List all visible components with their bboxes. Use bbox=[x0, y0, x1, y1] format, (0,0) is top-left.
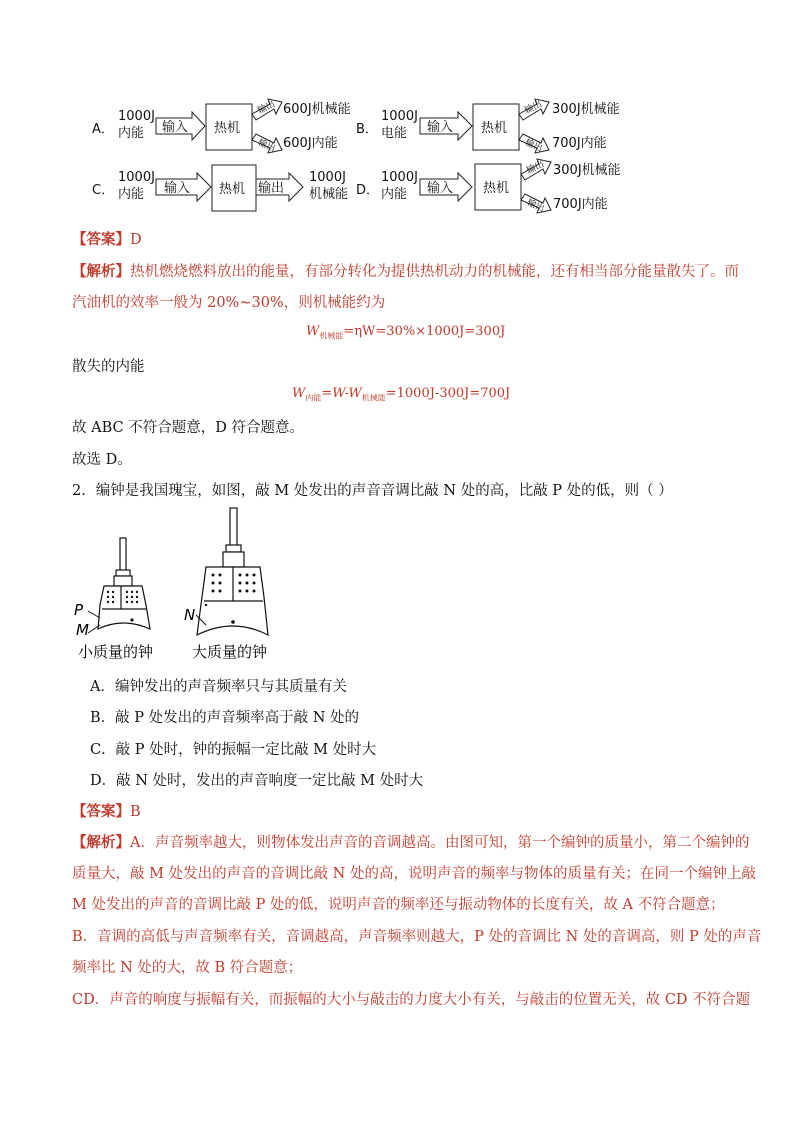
large-bell-caption: 大质量的钟 bbox=[192, 643, 268, 661]
option-d-engine-label: 热机 bbox=[483, 181, 510, 196]
q2-analysis-line-3: M 处发出的声音的音调比敲 P 处的低，说明声音的频率还与振动物体的长度有关，故 A 不符合题意； bbox=[72, 897, 725, 913]
option-b-engine-label: 热机 bbox=[481, 121, 508, 136]
option-d-input-amount: 1000J bbox=[381, 170, 418, 185]
option-c-diagram bbox=[92, 165, 348, 211]
option-d-input-type: 内能 bbox=[381, 187, 408, 202]
q2-analysis-line-2: 质量大，敲 M 处发出的声音的音调比敲 N 处的高，说明声音的频率与物体的质量有关；在同一个编钟上敲 bbox=[72, 866, 756, 882]
q1-conclusion: 故 ABC 不符合题意，D 符合题意。 bbox=[72, 420, 304, 436]
q2-option-a[interactable]: A．编钟发出的声音频率只与其质量有关 bbox=[90, 679, 347, 695]
option-d-output-2: 700J内能 bbox=[553, 197, 608, 212]
option-b-letter: B． bbox=[356, 122, 378, 137]
q2-option-d[interactable]: D．敲 N 处时，发出的声音响度一定比敲 M 处时大 bbox=[90, 773, 424, 789]
answer-value: B bbox=[130, 804, 141, 820]
option-d-input-arrow-label: 输入 bbox=[427, 181, 454, 196]
q1-choose: 故选 D。 bbox=[72, 452, 132, 468]
option-b-output-label-1: 输出 bbox=[523, 99, 544, 117]
option-a-diagram bbox=[92, 98, 351, 155]
option-c-output-arrow-label: 输出 bbox=[258, 181, 285, 196]
equation-mechanical-energy bbox=[306, 324, 505, 342]
answer-tag: 【答案】 bbox=[72, 231, 130, 248]
option-c-input-amount: 1000J bbox=[118, 170, 155, 185]
large-bell bbox=[197, 508, 268, 635]
answer-value: D bbox=[130, 232, 142, 248]
q2-option-c[interactable]: C．敲 P 处时，钟的振幅一定比敲 M 处时大 bbox=[90, 742, 377, 758]
eq-subscript: 内能 bbox=[305, 393, 322, 403]
q1-answer bbox=[72, 228, 142, 249]
option-c-input-type: 内能 bbox=[118, 187, 145, 202]
option-a-output-label-1: 输出 bbox=[256, 99, 277, 117]
equation-internal-energy bbox=[292, 386, 510, 404]
q2-analysis-line-1 bbox=[72, 831, 749, 852]
option-c-output-type: 机械能 bbox=[309, 187, 349, 202]
option-d-letter: D． bbox=[356, 183, 380, 198]
small-bell-caption: 小质量的钟 bbox=[78, 643, 154, 661]
option-b-input-type: 电能 bbox=[381, 126, 408, 141]
option-b-input-amount: 1000J bbox=[381, 109, 418, 124]
energy-flow-diagrams bbox=[0, 90, 794, 220]
label-n: N bbox=[184, 606, 196, 624]
option-a-input-amount: 1000J bbox=[118, 109, 155, 124]
label-m: M bbox=[76, 621, 89, 639]
option-b-output-1: 300J机械能 bbox=[552, 102, 620, 117]
eq-mid: =W-W bbox=[321, 386, 362, 401]
option-a-letter: A． bbox=[92, 122, 114, 137]
small-bell bbox=[98, 538, 150, 629]
option-c-input-arrow-label: 输入 bbox=[164, 181, 191, 196]
bell-figure bbox=[70, 505, 290, 665]
analysis-tag: 【解析】 bbox=[72, 834, 130, 851]
q2-stem: 2．编钟是我国瑰宝，如图，敲 M 处发出的声音音调比敲 N 处的高，比敲 P 处的低，则（ ） bbox=[72, 483, 673, 499]
option-d-output-label-1: 输出 bbox=[525, 159, 546, 177]
q2-analysis-line-4: B．音调的高低与声音频率有关，音调越高，声音频率则越大，P 处的音调比 N 处的音调高，则 P 处的声音 bbox=[72, 929, 762, 945]
option-c-engine-label: 热机 bbox=[219, 182, 246, 197]
option-d-diagram bbox=[356, 158, 621, 215]
option-b-output-2: 700J内能 bbox=[552, 136, 607, 151]
eq-symbol: W bbox=[306, 324, 320, 339]
eq-rest: =1000J-300J=700J bbox=[385, 386, 511, 401]
option-a-output-label-2: 输出 bbox=[256, 137, 277, 155]
eq-subscript: 机械能 bbox=[319, 331, 344, 341]
option-a-input-arrow-label: 输入 bbox=[162, 120, 189, 135]
option-c-letter: C． bbox=[92, 183, 115, 198]
analysis-text: A．声音频率越大，则物体发出声音的音调越高。由图可知，第一个编钟的质量小，第二个编钟的 bbox=[130, 835, 750, 851]
option-d-output-1: 300J机械能 bbox=[553, 163, 621, 178]
q2-analysis-line-6: CD．声音的响度与振幅有关，而振幅的大小与敲击的力度大小有关，与敲击的位置无关，故 CD 不符合题 bbox=[72, 992, 751, 1008]
q2-option-b[interactable]: B．敲 P 处发出的声音频率高于敲 N 处的 bbox=[90, 710, 360, 726]
option-b-input-arrow-label: 输入 bbox=[427, 120, 454, 135]
option-c-output-amount: 1000J bbox=[309, 170, 346, 185]
option-a-output-1: 600J机械能 bbox=[283, 102, 351, 117]
q1-analysis-line-1 bbox=[72, 260, 739, 281]
analysis-text: 热机燃烧燃料放出的能量，有部分转化为提供热机动力的机械能，还有相当部分能量散失了。而 bbox=[130, 264, 739, 280]
label-p: P bbox=[74, 601, 84, 619]
q1-analysis-line-2: 汽油机的效率一般为 20%~30%，则机械能约为 bbox=[72, 295, 386, 311]
option-d-output-label-2: 输出 bbox=[525, 197, 546, 215]
option-a-engine-label: 热机 bbox=[214, 121, 241, 136]
option-b-output-label-2: 输出 bbox=[523, 137, 544, 155]
q2-answer bbox=[72, 800, 141, 821]
lost-heat-label: 散失的内能 bbox=[72, 359, 145, 375]
q2-analysis-line-5: 频率比 N 处的大，故 B 符合题意； bbox=[72, 960, 303, 976]
option-a-output-2: 600J内能 bbox=[283, 136, 338, 151]
eq-rest: =ηW=30%×1000J=300J bbox=[343, 324, 506, 339]
analysis-tag: 【解析】 bbox=[72, 263, 130, 280]
answer-tag: 【答案】 bbox=[72, 803, 130, 820]
option-b-diagram bbox=[356, 98, 620, 155]
eq-subscript-2: 机械能 bbox=[361, 393, 386, 403]
eq-symbol: W bbox=[292, 386, 306, 401]
option-a-input-type: 内能 bbox=[118, 126, 145, 141]
